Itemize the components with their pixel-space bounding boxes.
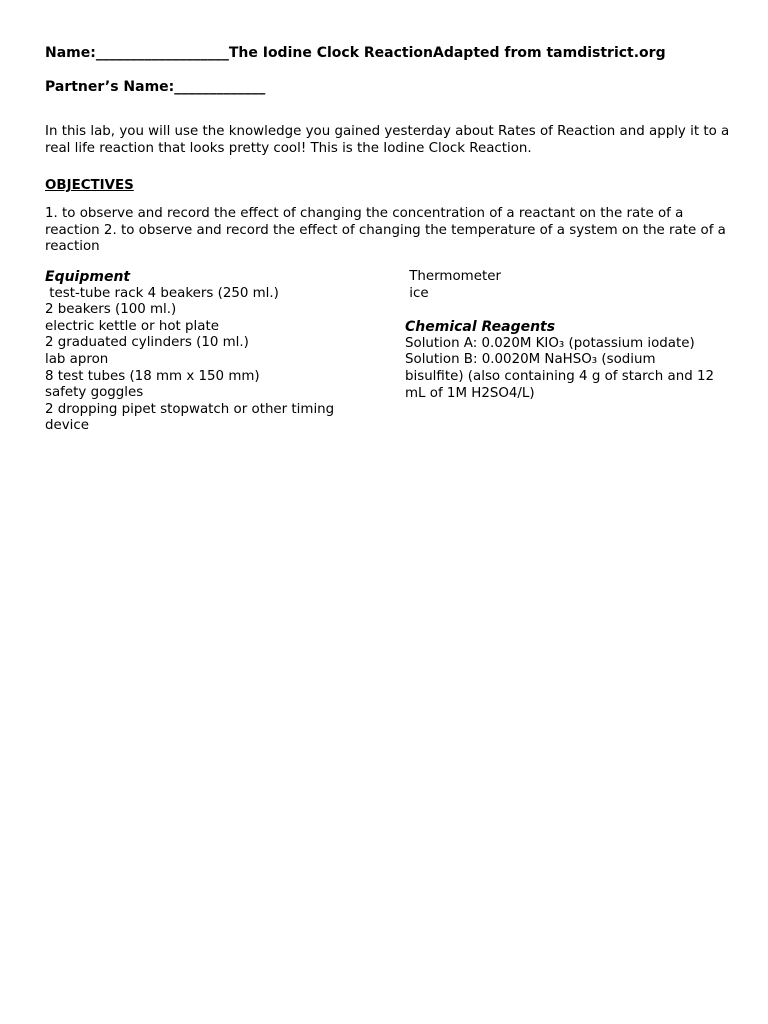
- equipment-section: [45, 269, 375, 435]
- equipment-item: 2 dropping pipet stopwatch or other timing device: [45, 401, 335, 434]
- reagents-text: Solution A: 0.020M KIO₃ (potassium iodate) Solution B: 0.0020M NaHSO₃ (sodium bisulfite) (also containing 4 g of starch and 12 mL of 1M H2SO4/L): [405, 335, 714, 401]
- equipment-item: lab apron: [45, 351, 109, 367]
- equipment-item: 2 beakers (100 ml.): [45, 302, 177, 318]
- name-title-line: Name:___________________The Iodine Clock ReactionAdapted from tamdistrict.org: [45, 45, 666, 61]
- intro-paragraph: In this lab, you will use the knowledge you gained yesterday about Rates of Reaction and apply it to a real life reaction that looks pretty cool! This is the Iodine Clock Reaction.: [45, 124, 730, 156]
- equipment-item: 8 test tubes (18 mm x 150 mm): [45, 368, 260, 384]
- equipment-item: test-tube rack 4 beakers (250 ml.): [45, 285, 279, 301]
- equipment-section-right: [405, 269, 725, 402]
- equipment-item: electric kettle or hot plate: [45, 318, 219, 334]
- equipment-item: Thermometer: [405, 269, 501, 284]
- objectives-heading: OBJECTIVES: [45, 178, 134, 193]
- equipment-item: safety goggles: [45, 385, 144, 401]
- equipment-item: 2 graduated cylinders (10 ml.): [45, 335, 249, 351]
- partner-name-line: Partner’s Name:_____________: [45, 79, 266, 95]
- objectives-text: 1. to observe and record the effect of changing the concentration of a reactant on the rate of a reaction 2. to observe and record the effect of changing the temperature of a system on the rate of a reaction: [45, 206, 726, 255]
- equipment-heading: Equipment: [45, 269, 131, 285]
- equipment-item: ice: [405, 285, 429, 301]
- reagents-heading: Chemical Reagents: [405, 319, 556, 336]
